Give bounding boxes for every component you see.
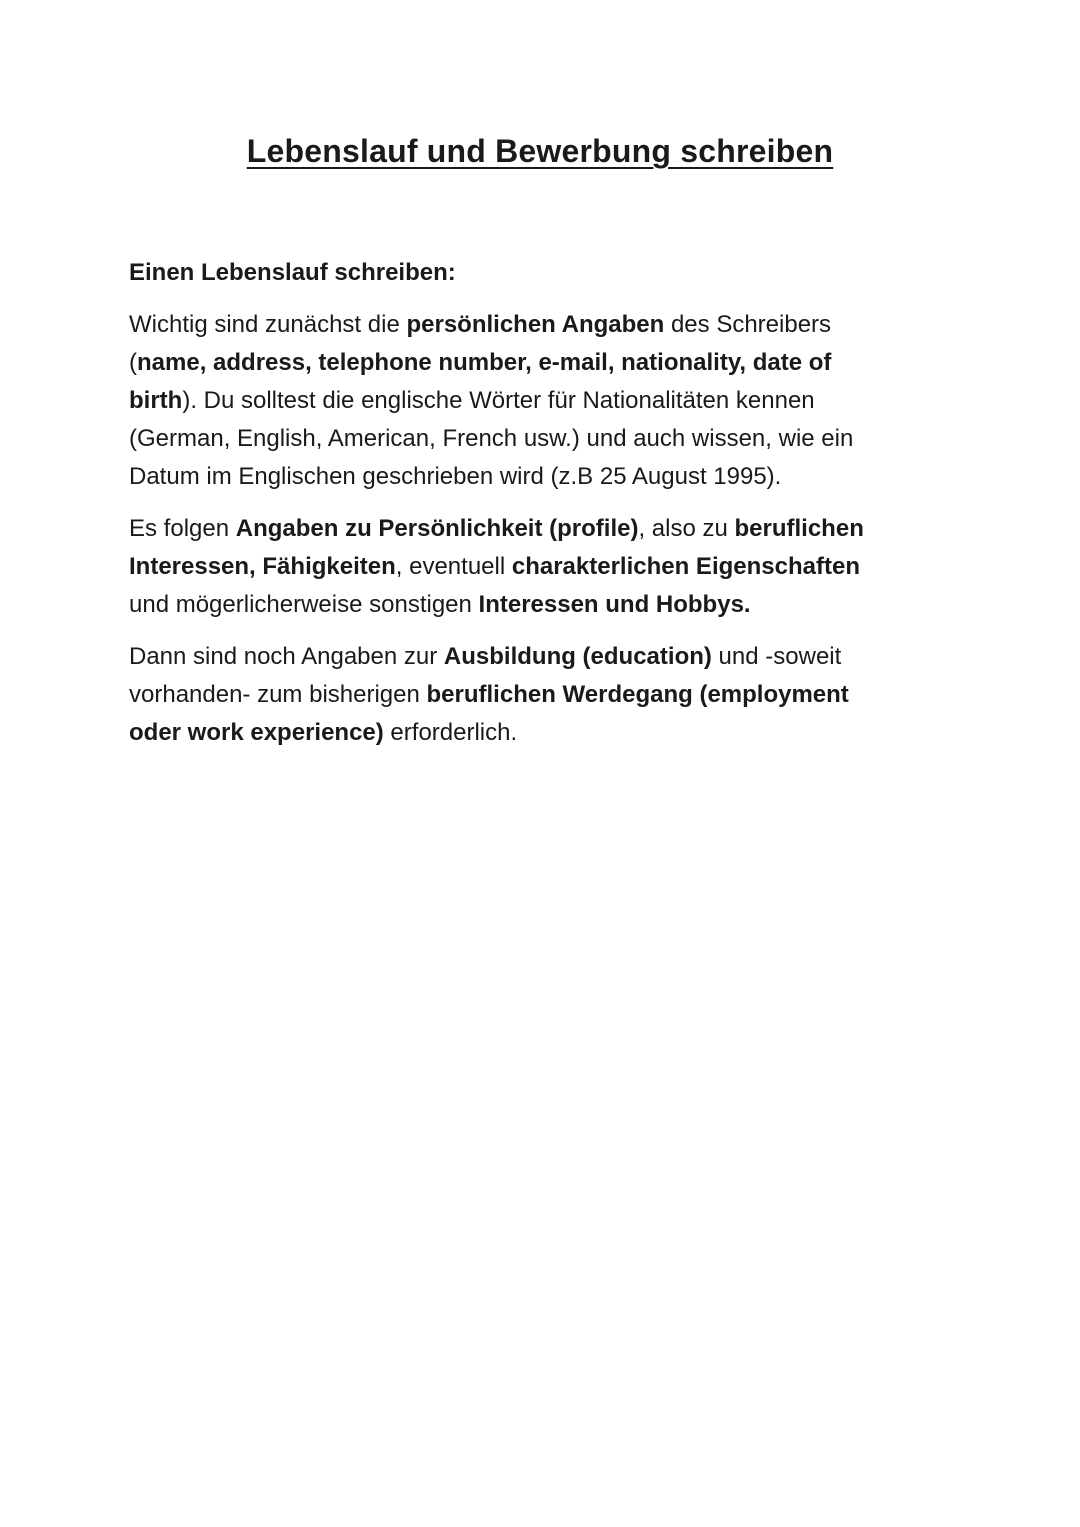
bold-text: beruflichen Werdegang (employment bbox=[426, 681, 849, 708]
text-run: Dann sind noch Angaben zur bbox=[129, 643, 444, 670]
text-run: Datum im Englischen geschrieben wird (z.B 25 August 1995). bbox=[129, 463, 782, 490]
bold-text: Ausbildung (education) bbox=[443, 643, 712, 670]
text-run: und mögerlicherweise sonstigen bbox=[129, 591, 479, 618]
text-run: erforderlich. bbox=[383, 719, 518, 746]
bold-text: Interessen und Hobbys. bbox=[478, 591, 751, 618]
text-line bbox=[129, 638, 959, 676]
text-line bbox=[129, 586, 959, 624]
text-line bbox=[129, 420, 959, 458]
bold-text: birth bbox=[129, 387, 183, 414]
paragraph bbox=[129, 306, 959, 496]
page-title bbox=[0, 128, 1080, 174]
page-title-text: Lebenslauf und Bewerbung schreiben bbox=[246, 133, 834, 169]
text-run: ). Du solltest die englische Wörter für Nationalitäten kennen bbox=[182, 387, 815, 414]
text-run: (German, English, American, French usw.) und auch wissen, wie ein bbox=[129, 425, 854, 452]
text-line bbox=[129, 458, 959, 496]
text-line bbox=[129, 306, 959, 344]
text-line bbox=[129, 676, 959, 714]
text-run: , eventuell bbox=[395, 553, 512, 580]
text-line bbox=[129, 510, 959, 548]
text-line bbox=[129, 344, 959, 382]
bold-text: oder work experience) bbox=[129, 719, 384, 746]
bold-text: beruflichen bbox=[734, 515, 864, 542]
text-run: und -soweit bbox=[711, 643, 842, 670]
text-line bbox=[129, 548, 959, 586]
paragraph bbox=[129, 510, 959, 624]
section-heading: Einen Lebenslauf schreiben: bbox=[129, 259, 456, 286]
paragraph bbox=[129, 638, 959, 752]
bold-text: Angaben zu Persönlichkeit (profile) bbox=[235, 515, 639, 542]
text-run: , also zu bbox=[638, 515, 735, 542]
text-run: Es folgen bbox=[129, 515, 236, 542]
bold-text: persönlichen Angaben bbox=[406, 311, 665, 338]
bold-text: Interessen, Fähigkeiten bbox=[129, 553, 396, 580]
text-run: vorhanden- zum bisherigen bbox=[129, 681, 427, 708]
text-line bbox=[129, 382, 959, 420]
paragraph-list bbox=[129, 306, 959, 752]
bold-text: name, address, telephone number, e-mail, nationality, date of bbox=[137, 349, 832, 376]
document-body bbox=[129, 254, 959, 766]
text-run: des Schreibers bbox=[664, 311, 832, 338]
bold-text: charakterlichen Eigenschaften bbox=[511, 553, 860, 580]
text-run: Wichtig sind zunächst die bbox=[129, 311, 407, 338]
text-run: ( bbox=[129, 349, 137, 376]
text-line bbox=[129, 714, 959, 752]
